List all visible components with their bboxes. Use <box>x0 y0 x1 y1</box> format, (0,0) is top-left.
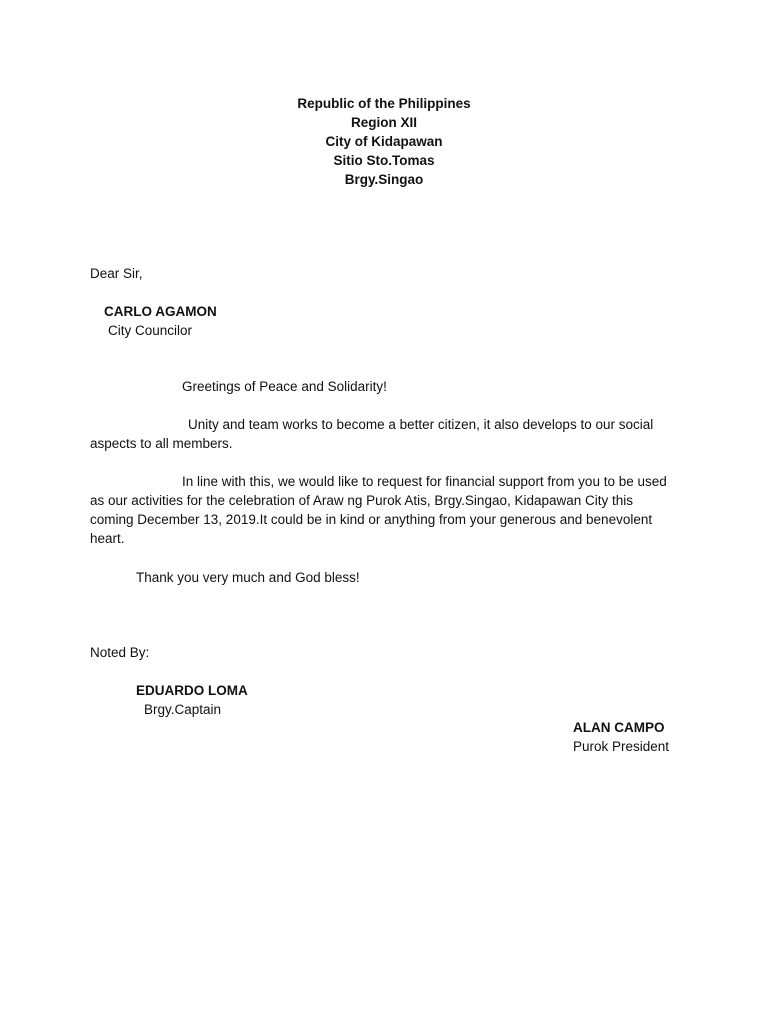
recipient-title: City Councilor <box>108 323 193 338</box>
letterhead-country: Republic of the Philippines <box>297 96 471 111</box>
salutation: Dear Sir, <box>90 266 143 281</box>
letterhead-barangay: Brgy.Singao <box>344 172 424 187</box>
body-paragraph-1: Unity and team works to become a better citizen, it also develops to our social aspects to all members. <box>90 417 654 451</box>
letterhead <box>0 94 768 189</box>
closing-line: Thank you very much and God bless! <box>136 570 360 585</box>
letterhead-city: City of Kidapawan <box>325 134 443 149</box>
signatory-name: ALAN CAMPO <box>573 720 665 735</box>
letterhead-region: Region XII <box>350 115 417 130</box>
noted-by-label: Noted By: <box>90 645 150 660</box>
recipient-name: CARLO AGAMON <box>104 304 217 319</box>
greeting-line: Greetings of Peace and Solidarity! <box>182 379 387 394</box>
letterhead-sitio: Sitio Sto.Tomas <box>333 153 435 168</box>
noted-by-title: Brgy.Captain <box>144 702 222 717</box>
body-paragraph-2: In line with this, we would like to request for financial support from you to be used as our activities for the celebration of Araw ng Purok Atis, Brgy.Singao, Kidapawan City this coming December 13, 2019.It could be in kind or anything from your generous and benevolent heart. <box>90 474 667 546</box>
signatory-title: Purok President <box>573 739 670 754</box>
noted-by-name: EDUARDO LOMA <box>136 683 248 698</box>
